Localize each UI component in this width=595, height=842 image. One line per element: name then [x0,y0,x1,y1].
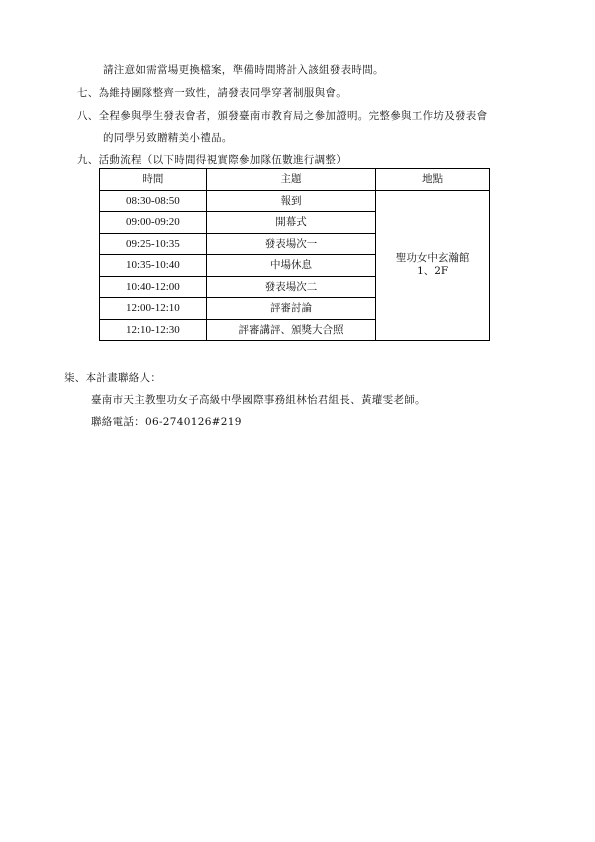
row-topic: 開幕式 [206,212,376,234]
row-time: 10:35-10:40 [100,255,207,277]
location-floors: 1、2F [417,265,449,278]
row-time: 09:00-09:20 [100,212,207,234]
item-eight-certificate: 八、全程參與學生發表會者，頒發臺南市教育局之參加證明。完整參與工作坊及發表會 [77,110,488,122]
row-topic: 評審討論 [206,298,376,320]
header-topic: 主題 [206,169,376,191]
row-time: 12:00-12:10 [100,298,207,320]
row-time: 09:25-10:35 [100,233,207,255]
row-topic: 報到 [206,190,376,212]
row-time: 10:40-12:00 [100,276,207,298]
item-eight-gift: 的同學另致贈精美小禮品。 [103,132,233,144]
row-time: 08:30-08:50 [100,190,207,212]
schedule-table [99,168,490,341]
header-location: 地點 [376,169,490,191]
item-seven-uniform: 七、為維持團隊整齊一致性，請發表同學穿著制服與會。 [77,87,347,99]
row-time: 12:10-12:30 [100,319,207,341]
row-topic: 發表場次二 [206,276,376,298]
contact-heading: 柒、本計畫聯絡人： [64,372,162,384]
row-topic: 評審講評、頒獎大合照 [206,319,376,341]
note-file-change: 請注意如需當場更換檔案，準備時間將計入該組發表時間。 [103,64,384,76]
row-topic: 發表場次一 [206,233,376,255]
location-cell [376,190,490,341]
item-nine-schedule-heading: 九、活動流程（以下時間得視實際參加隊伍數進行調整） [77,154,347,166]
table-row [100,190,490,212]
contact-person: 臺南市天主教聖功女子高級中學國際事務組林怡君組長、黃瓘雯老師。 [91,394,426,406]
row-topic: 中場休息 [206,255,376,277]
contact-phone: 聯絡電話：06-2740126#219 [91,416,242,428]
location-name: 聖功女中玄瀚館 [395,252,470,265]
table-header-row [100,169,490,191]
header-time: 時間 [100,169,207,191]
